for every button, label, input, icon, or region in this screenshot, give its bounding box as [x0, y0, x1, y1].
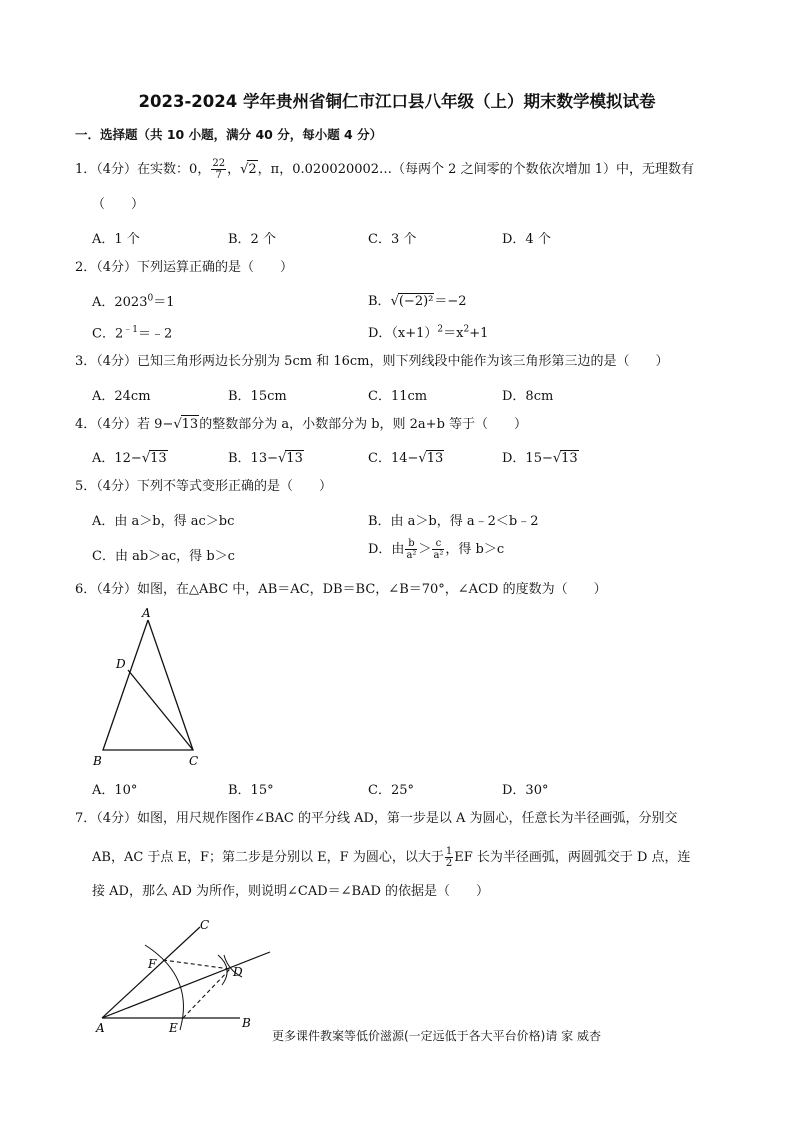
question-1-paren: （ ） [92, 197, 145, 212]
q1-option-a[interactable]: A．1 个 [92, 232, 140, 247]
question-6-stem: 6．（4分）如图，在△ABC 中，AB＝AC，DB＝BC，∠B＝70°，∠ACD 的度数为（ ） [75, 582, 607, 597]
q1-option-b[interactable]: B．2 个 [228, 232, 276, 247]
q5-option-c[interactable]: C．由 ab＞ac，得 b＞c [92, 549, 235, 564]
q5-option-d[interactable]: D．由 $\frac{b}{\text{a²}}$ ＞ $\frac{c}{\text{a²}}$ ，得 b＞c [368, 538, 505, 561]
q4-option-b[interactable]: B．13−√13 [228, 451, 303, 466]
footer-note: 更多课件教案等低价滋源(一定远低于各大平台价格)请 家 威杏 [272, 1029, 601, 1043]
question-5-stem: 5．（4分）下列不等式变形正确的是（ ） [75, 479, 333, 494]
q3-option-c[interactable]: C．11cm [368, 389, 428, 404]
sqrt-2: 2 [248, 162, 257, 177]
page-title: 2023-2024 学年贵州省铜仁市江口县八年级（上）期末数学模拟试卷 [138, 92, 656, 111]
question-7-line-3: 接 AD，那么 AD 为所作，则说明∠CAD＝∠BAD 的依据是（ ） [92, 884, 490, 899]
q5-option-b[interactable]: B．由 a＞b，得 a﹣2＜b﹣2 [368, 514, 539, 529]
label-f: F [148, 957, 157, 971]
q3-option-b[interactable]: B．15cm [228, 389, 287, 404]
question-1-stem: 1．（4分）在实数：0， $\frac{22}{7}$ ，√2，π，0.020020002…（每两个 2 之间零的个数依次增加 1）中，无理数有 [75, 158, 694, 181]
question-7-line-2: AB，AC 于点 E，F；第二步是分别以 E，F 为圆心，以大于 $\frac{1}{2}$ EF 长为半径画弧，两圆弧交于 D 点，连 [92, 846, 691, 869]
label-c: C [200, 918, 210, 932]
q1-option-c[interactable]: C．3 个 [368, 232, 417, 247]
label-b: B [242, 1016, 251, 1030]
q3-option-d[interactable]: D．8cm [502, 389, 554, 404]
q5-option-a[interactable]: A．由 a＞b，得 ac＞bc [92, 514, 235, 529]
label-d: D [233, 965, 243, 979]
q2-option-d[interactable]: D．$(x+1)^2=x^2+1$ [368, 324, 489, 341]
q3-option-a[interactable]: A．24cm [92, 389, 151, 404]
q1-option-d[interactable]: D．4 个 [502, 232, 551, 247]
question-7-line-1: 7．（4分）如图，用尺规作图作∠BAC 的平分线 AD，第一步是以 A 为圆心，任意长为半径画弧，分别交 [75, 811, 678, 826]
section-heading: 一．选择题（共 10 小题，满分 40 分，每小题 4 分） [75, 127, 383, 142]
triangle-abc [103, 620, 193, 750]
q2-option-a[interactable]: A．$2023^0=1$ [92, 293, 175, 310]
label-c: C [189, 754, 199, 768]
label-e: E [169, 1021, 178, 1035]
question-4-stem: 4．（4分）若 9−√13的整数部分为 a，小数部分为 b，则 2a+b 等于（ ） [75, 417, 528, 432]
q6-option-d[interactable]: D．30° [502, 783, 549, 798]
question-3-stem: 3．（4分）已知三角形两边长分别为 5cm 和 16cm，则下列线段中能作为该三角形第三边的是（ ） [75, 354, 669, 369]
label-a: A [96, 1021, 105, 1035]
label-a: A [142, 606, 151, 620]
question-2-stem: 2．（4分）下列运算正确的是（ ） [75, 260, 294, 275]
ray-ad [102, 952, 270, 1018]
q6-option-a[interactable]: A．10° [92, 783, 138, 798]
q4-option-d[interactable]: D．15−√13 [502, 451, 578, 466]
ray-ac [102, 927, 200, 1018]
label-b: B [93, 754, 102, 768]
segment-fd [163, 960, 230, 969]
segment-cd [128, 670, 193, 750]
q4-option-c[interactable]: C．14−√13 [368, 451, 444, 466]
q6-option-b[interactable]: B．15° [228, 783, 274, 798]
q2-option-b[interactable]: B．√(−2)²＝−2 [368, 294, 467, 309]
q6-option-c[interactable]: C．25° [368, 783, 414, 798]
q2-option-c[interactable]: C．$2^{﹣1}=﹣2$ [92, 325, 173, 342]
label-d: D [116, 657, 126, 671]
q4-option-a[interactable]: A．12−√13 [92, 451, 167, 466]
fraction-22-7: $\frac{22}{7}$ [212, 158, 226, 181]
triangle-figure [85, 605, 215, 775]
angle-bisector-figure [90, 915, 290, 1040]
